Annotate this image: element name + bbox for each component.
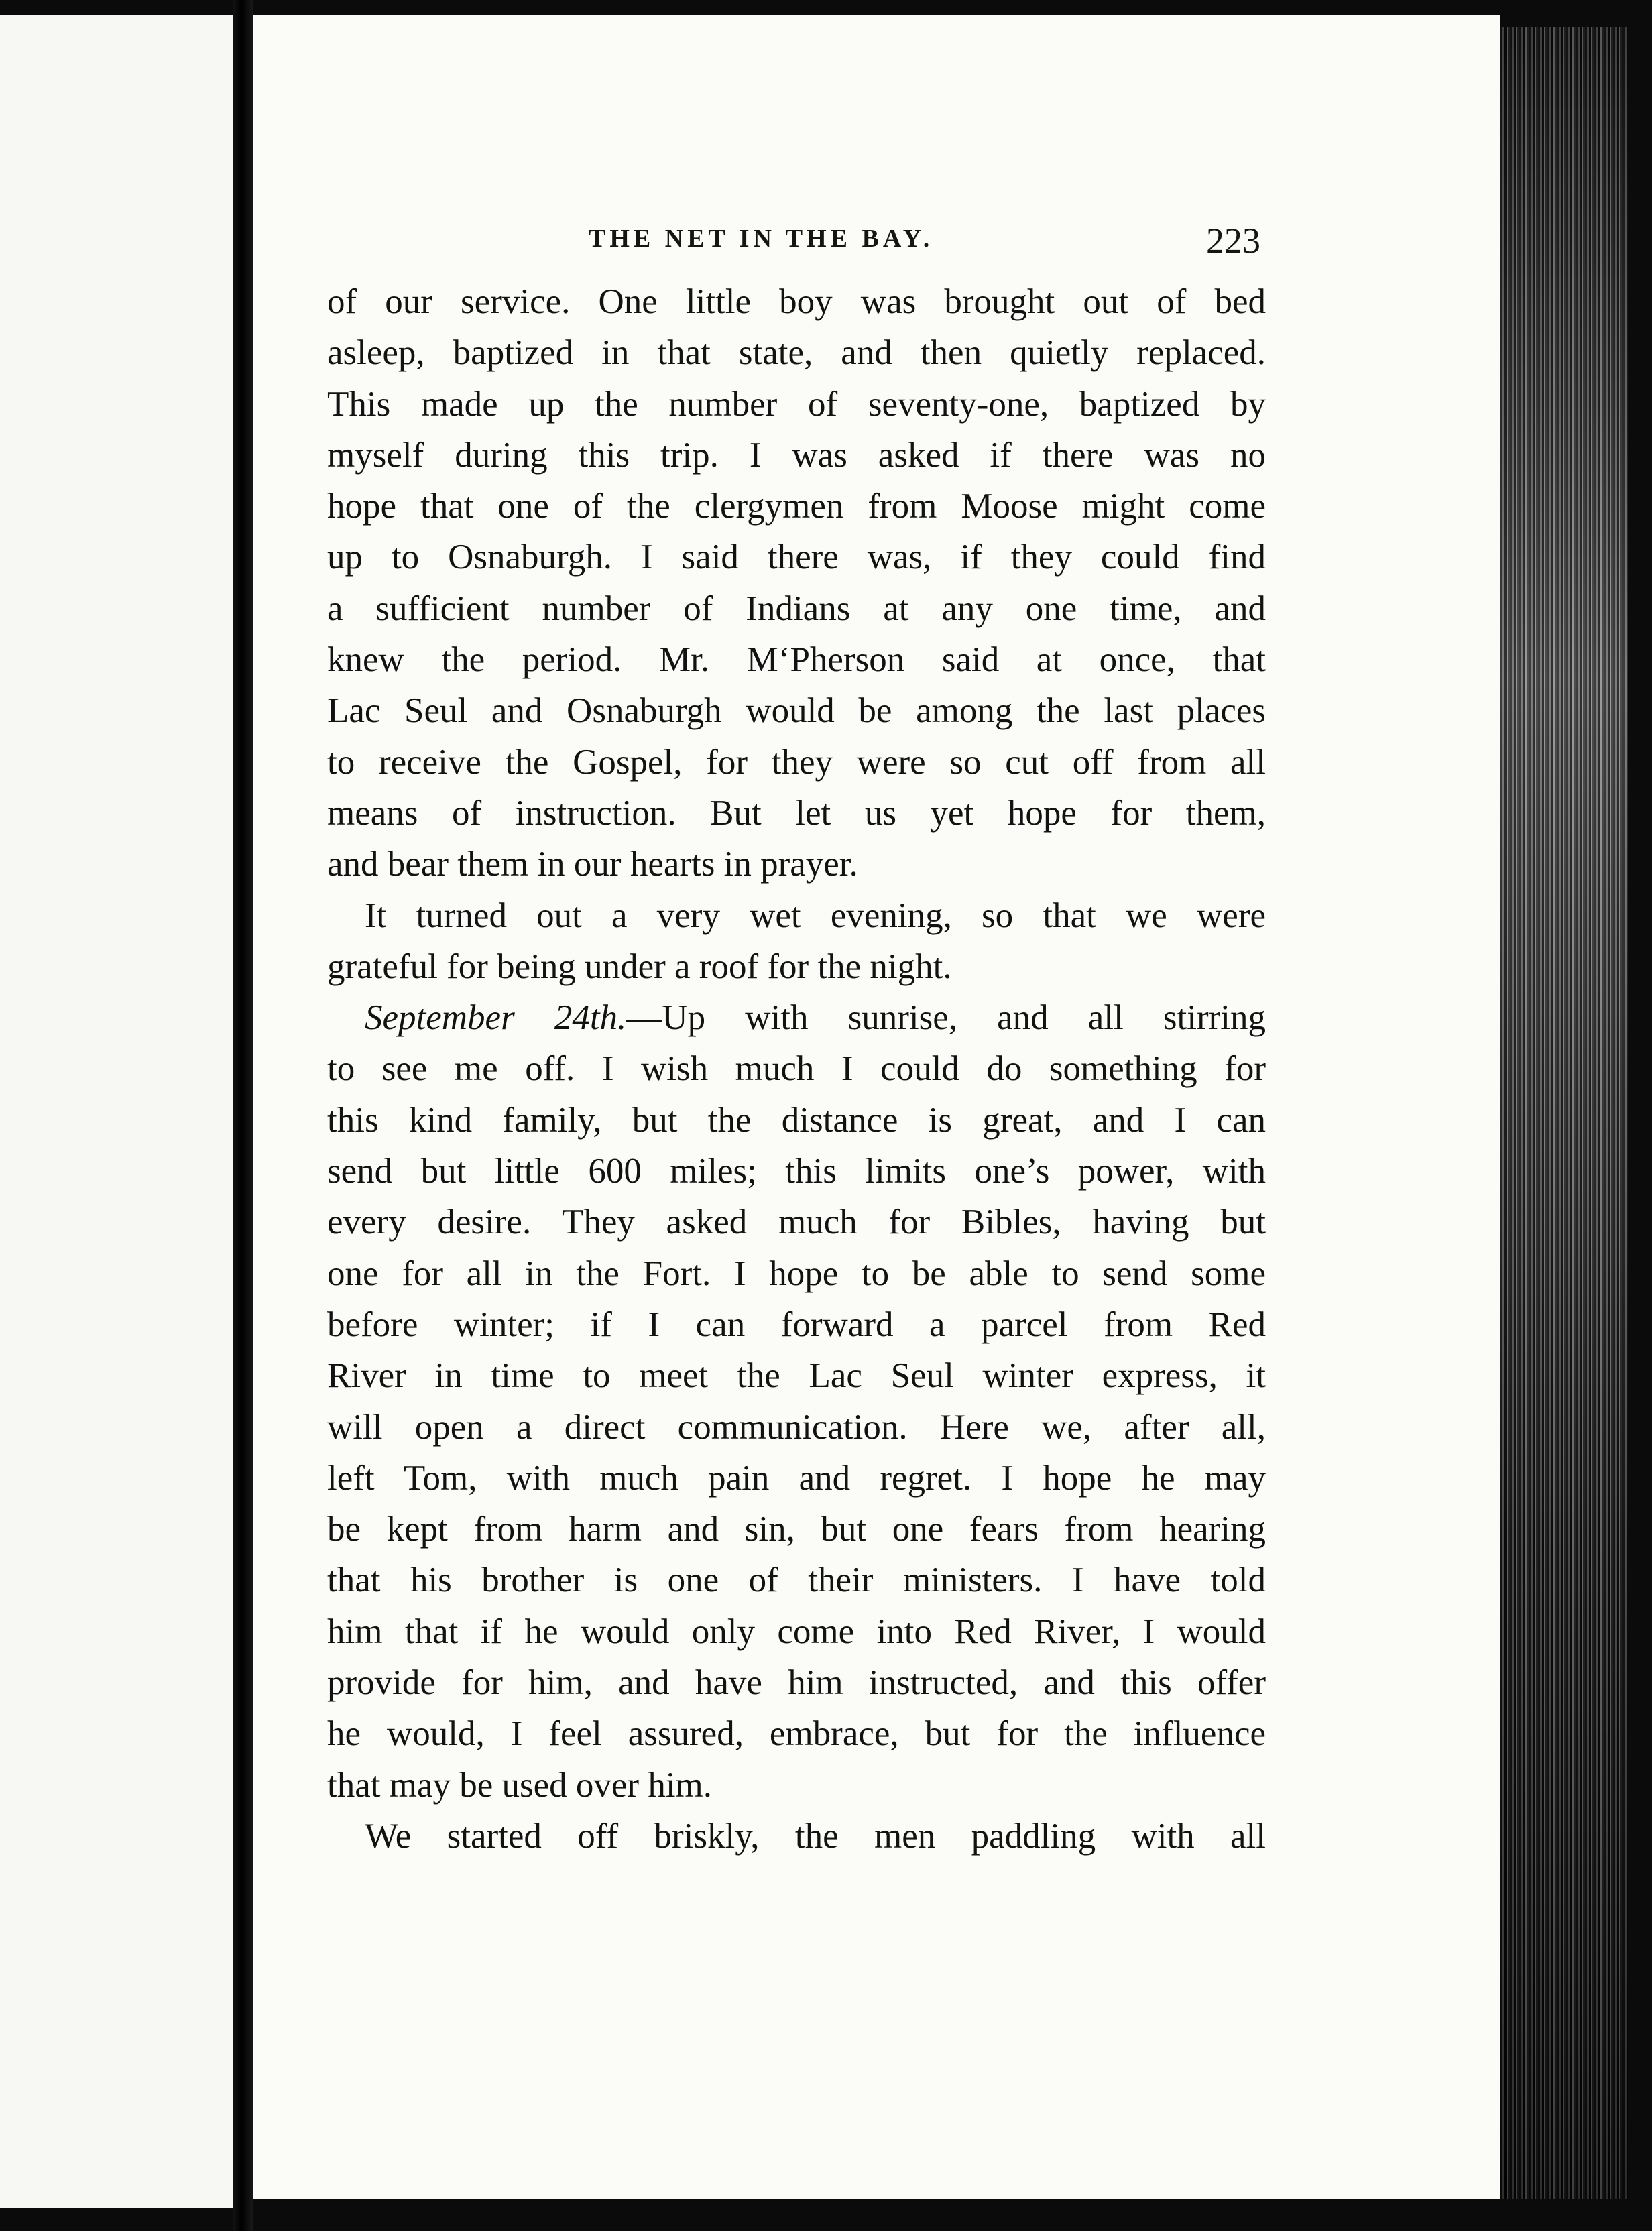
body-line: will open a direct communication. Here we, after all, (327, 1407, 1266, 1447)
body-line: We started off briskly, the men paddling with all (365, 1816, 1266, 1856)
body-line: myself during this trip. I was asked if there was no (327, 435, 1266, 475)
body-line: asleep, baptized in that state, and then quietly replaced. (327, 333, 1266, 373)
body-line: to receive the Gospel, for they were so cut off from all (327, 742, 1266, 782)
body-line: up to Osnaburgh. I said there was, if they could find (327, 538, 1266, 577)
body-line: one for all in the Fort. I hope to be able to send some (327, 1254, 1266, 1293)
body-line-dated (327, 992, 1266, 1043)
body-line-text: —Up with sunrise, and all stirring (626, 998, 1266, 1038)
body-line: he would, I feel assured, embrace, but for the influence (327, 1714, 1266, 1754)
body-line: be kept from harm and sin, but one fears from hearing (327, 1510, 1266, 1549)
body-line: to see me off. I wish much I could do something for (327, 1049, 1266, 1089)
page-edges (1500, 27, 1628, 2199)
date-heading: September 24th. (365, 998, 627, 1038)
body-line: grateful for being under a roof for the night. (327, 947, 952, 986)
body-line: a sufficient number of Indians at any one time, and (327, 589, 1266, 628)
body-line: hope that one of the clergymen from Moose might come (327, 487, 1266, 526)
body-line: him that if he would only come into Red River, I would (327, 1612, 1266, 1651)
body-line: that may be used over him. (327, 1765, 713, 1805)
body-line: It turned out a very wet evening, so that we were (365, 896, 1266, 935)
body-line: of our service. One little boy was brought out of bed (327, 282, 1266, 321)
running-head (327, 220, 1266, 267)
left-page (0, 15, 233, 2208)
body-line: send but little 600 miles; this limits one’s power, with (327, 1152, 1266, 1191)
running-title: THE NET IN THE BAY. (589, 225, 934, 253)
body-line: this kind family, but the distance is great, and I can (327, 1100, 1266, 1140)
body-line: knew the period. Mr. M‘Pherson said at once, that (327, 640, 1266, 680)
book-gutter (233, 0, 253, 2231)
page-number: 223 (1206, 221, 1260, 261)
body-line: River in time to meet the Lac Seul winter express, it (327, 1356, 1266, 1396)
page-body (327, 276, 1266, 1862)
body-line: before winter; if I can forward a parcel from Red (327, 1305, 1266, 1344)
body-line: that his brother is one of their ministers. I have told (327, 1561, 1266, 1600)
body-line: means of instruction. But let us yet hope for them, (327, 793, 1266, 833)
body-line: provide for him, and have him instructed, and this offer (327, 1663, 1266, 1703)
body-line: Lac Seul and Osnaburgh would be among the last places (327, 691, 1266, 731)
body-line: left Tom, with much pain and regret. I hope he may (327, 1458, 1266, 1498)
body-line: every desire. They asked much for Bibles, having but (327, 1203, 1266, 1242)
body-line: and bear them in our hearts in prayer. (327, 845, 858, 884)
body-line: This made up the number of seventy-one, baptized by (327, 384, 1266, 424)
